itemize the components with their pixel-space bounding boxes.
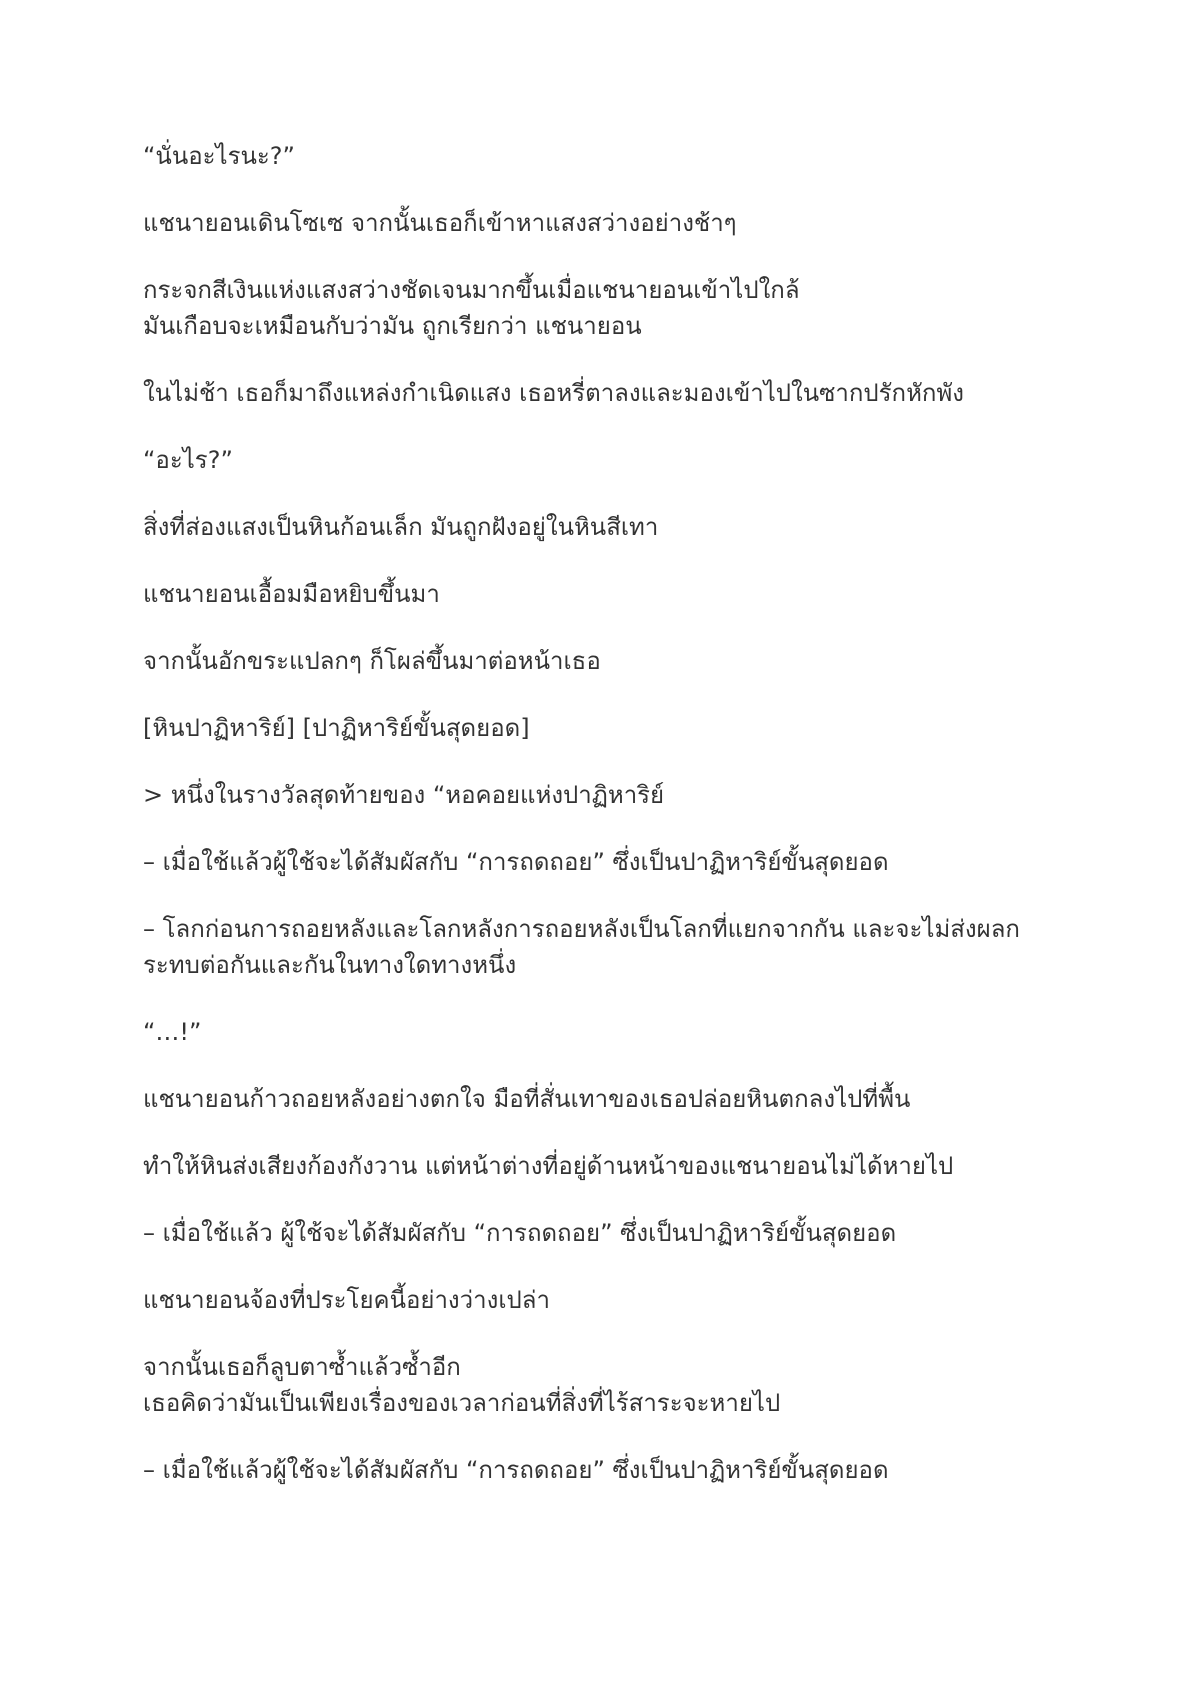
paragraph-line: “นั่นอะไรนะ?” bbox=[143, 142, 295, 170]
paragraph-5 bbox=[143, 442, 1043, 478]
paragraph-18 bbox=[143, 1349, 1043, 1421]
paragraph-line: แชนายอนก้าวถอยหลังอย่างตกใจ มือที่สั่นเทาของเธอปล่อยหินตกลงไปที่พื้น bbox=[143, 1085, 911, 1113]
paragraph-1 bbox=[143, 138, 1043, 174]
paragraph-8 bbox=[143, 643, 1043, 679]
paragraph-6 bbox=[143, 509, 1043, 545]
paragraph-line: ทำให้หินส่งเสียงก้องกังวาน แต่หน้าต่างที่อยู่ด้านหน้าของแชนายอนไม่ได้หายไป bbox=[143, 1152, 954, 1180]
paragraph-line: จากนั้นอักขระแปลกๆ ก็โผล่ขึ้นมาต่อหน้าเธอ bbox=[143, 647, 601, 675]
paragraph-line: “อะไร?” bbox=[143, 446, 233, 474]
paragraph-line: แชนายอนจ้องที่ประโยคนี้อย่างว่างเปล่า bbox=[143, 1286, 550, 1314]
paragraph-7 bbox=[143, 576, 1043, 612]
paragraph-14 bbox=[143, 1081, 1043, 1117]
paragraph-line: – โลกก่อนการถอยหลังและโลกหลังการถอยหลังเป็นโลกที่แยกจากกัน และจะไม่ส่งผลก bbox=[143, 915, 1020, 943]
document-body bbox=[143, 138, 1043, 1519]
paragraph-10 bbox=[143, 777, 1043, 813]
paragraph-line: > หนึ่งในรางวัลสุดท้ายของ “หอคอยแห่งปาฏิหาริย์ bbox=[143, 781, 665, 809]
paragraph-3 bbox=[143, 272, 1043, 344]
paragraph-line: สิ่งที่ส่องแสงเป็นหินก้อนเล็ก มันถูกฝังอยู่ในหินสีเทา bbox=[143, 513, 659, 541]
paragraph-line: “…!” bbox=[143, 1018, 202, 1046]
paragraph-16 bbox=[143, 1215, 1043, 1251]
paragraph-line: จากนั้นเธอก็ลูบตาซ้ำแล้วซ้ำอีก bbox=[143, 1353, 461, 1381]
paragraph-line: – เมื่อใช้แล้ว ผู้ใช้จะได้สัมผัสกับ “การถดถอย” ซึ่งเป็นปาฏิหาริย์ขั้นสุดยอด bbox=[143, 1219, 897, 1247]
paragraph-line: เธอคิดว่ามันเป็นเพียงเรื่องของเวลาก่อนที่สิ่งที่ไร้สาระจะหายไป bbox=[143, 1389, 781, 1417]
paragraph-12 bbox=[143, 911, 1043, 983]
paragraph-4 bbox=[143, 375, 1043, 411]
paragraph-13 bbox=[143, 1014, 1043, 1050]
paragraph-line: [หินปาฏิหาริย์] [ปาฏิหาริย์ขั้นสุดยอด] bbox=[143, 714, 530, 742]
paragraph-line: – เมื่อใช้แล้วผู้ใช้จะได้สัมผัสกับ “การถดถอย” ซึ่งเป็นปาฏิหาริย์ขั้นสุดยอด bbox=[143, 1456, 889, 1484]
paragraph-line: แชนายอนเดินโซเซ จากนั้นเธอก็เข้าหาแสงสว่างอย่างช้าๆ bbox=[143, 209, 737, 237]
paragraph-line: มันเกือบจะเหมือนกับว่ามัน ถูกเรียกว่า แชนายอน bbox=[143, 312, 642, 340]
paragraph-line: – เมื่อใช้แล้วผู้ใช้จะได้สัมผัสกับ “การถดถอย” ซึ่งเป็นปาฏิหาริย์ขั้นสุดยอด bbox=[143, 848, 889, 876]
paragraph-17 bbox=[143, 1282, 1043, 1318]
paragraph-line: ระทบต่อกันและกันในทางใดทางหนึ่ง bbox=[143, 951, 517, 979]
paragraph-line: กระจกสีเงินแห่งแสงสว่างชัดเจนมากขึ้นเมื่อแชนายอนเข้าไปใกล้ bbox=[143, 276, 800, 304]
paragraph-line: แชนายอนเอื้อมมือหยิบขึ้นมา bbox=[143, 580, 440, 608]
paragraph-line: ในไม่ช้า เธอก็มาถึงแหล่งกำเนิดแสง เธอหรี่ตาลงและมองเข้าไปในซากปรักหักพัง bbox=[143, 379, 964, 407]
paragraph-2 bbox=[143, 205, 1043, 241]
paragraph-19 bbox=[143, 1452, 1043, 1488]
paragraph-9 bbox=[143, 710, 1043, 746]
paragraph-15 bbox=[143, 1148, 1043, 1184]
paragraph-11 bbox=[143, 844, 1043, 880]
